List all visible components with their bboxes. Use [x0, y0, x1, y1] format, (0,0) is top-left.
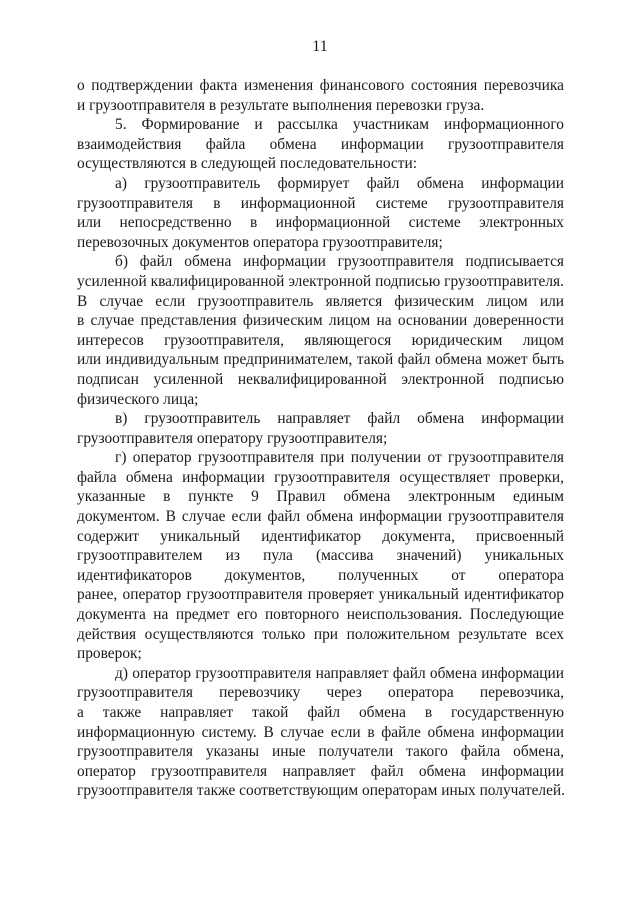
text-line: информационную систему. В случае если в файле обмена информации — [77, 723, 564, 741]
text-line: перевозочных документов оператора грузоотправителя; — [77, 233, 443, 251]
text-line: или непосредственно в информационной системе электронных — [77, 214, 564, 232]
text-line: взаимодействия файла обмена информации грузоотправителя — [77, 135, 564, 153]
text-line: г) оператор грузоотправителя при получении от грузоотправителя — [115, 449, 564, 467]
text-line: а также направляет такой файл обмена в государственную — [77, 704, 564, 721]
text-line: файла обмена информации грузоотправителя осуществляет проверки, — [77, 468, 564, 486]
text-line: и грузоотправителя в результате выполнения перевозки груза. — [77, 96, 485, 114]
text-line: содержит уникальный идентификатор документа, присвоенный — [77, 527, 564, 545]
text-line: грузоотправителя указаны иные получатели такого файла обмена, — [77, 743, 564, 761]
body-text — [77, 76, 564, 801]
text-line: или индивидуальным предпринимателем, такой файл обмена может быть — [77, 351, 564, 369]
text-line: указанные в пункте 9 Правил обмена электронным единым — [77, 488, 564, 506]
text-line: грузоотправителем из пула (массива значений) уникальных — [77, 547, 564, 565]
text-line: б) файл обмена информации грузоотправителя подписывается — [115, 253, 564, 271]
text-line: о подтверждении факта изменения финансового состояния перевозчика — [77, 77, 564, 94]
text-line: грузоотправителя оператору грузоотправителя; — [77, 429, 388, 447]
text-line: грузоотправителя в информационной системе грузоотправителя — [77, 194, 564, 212]
text-line: документом. В случае если файл обмена информации грузоотправителя — [77, 508, 564, 526]
text-line: интересов грузоотправителя, являющегося юридическим лицом — [77, 331, 564, 349]
text-line: осуществляются в следующей последовательности: — [77, 155, 417, 173]
text-line: грузоотправителя также соответствующим операторам иных получателей. — [77, 782, 566, 800]
text-line: в) грузоотправитель направляет файл обмена информации — [115, 410, 564, 428]
text-line: действия осуществляются только при положительном результате всех — [77, 625, 564, 643]
text-line: оператор грузоотправителя направляет файл обмена информации — [77, 762, 564, 780]
text-line: 5. Формирование и рассылка участникам информационного — [115, 116, 564, 134]
text-line: д) оператор грузоотправителя направляет файл обмена информации — [115, 664, 564, 682]
text-line: грузоотправителя перевозчику через оператора перевозчика, — [77, 684, 564, 702]
page-number: 11 — [312, 38, 328, 55]
text-line: В случае если грузоотправитель является физическим лицом или — [77, 292, 564, 310]
text-line: ранее, оператор грузоотправителя проверяет уникальный идентификатор — [77, 586, 564, 604]
text-line: в случае представления физическим лицом на основании доверенности — [77, 312, 564, 330]
text-line: идентификаторов документов, полученных от оператора — [77, 566, 564, 584]
text-line: усиленной квалифицированной электронной подписью грузоотправителя. — [77, 272, 564, 290]
text-line: физического лица; — [77, 390, 199, 408]
text-line: подписан усиленной неквалифицированной электронной подписью — [77, 370, 564, 388]
text-line: документа на предмет его повторного неиспользования. Последующие — [77, 606, 564, 624]
text-line: а) грузоотправитель формирует файл обмена информации — [115, 174, 564, 192]
text-line: проверок; — [77, 645, 142, 663]
